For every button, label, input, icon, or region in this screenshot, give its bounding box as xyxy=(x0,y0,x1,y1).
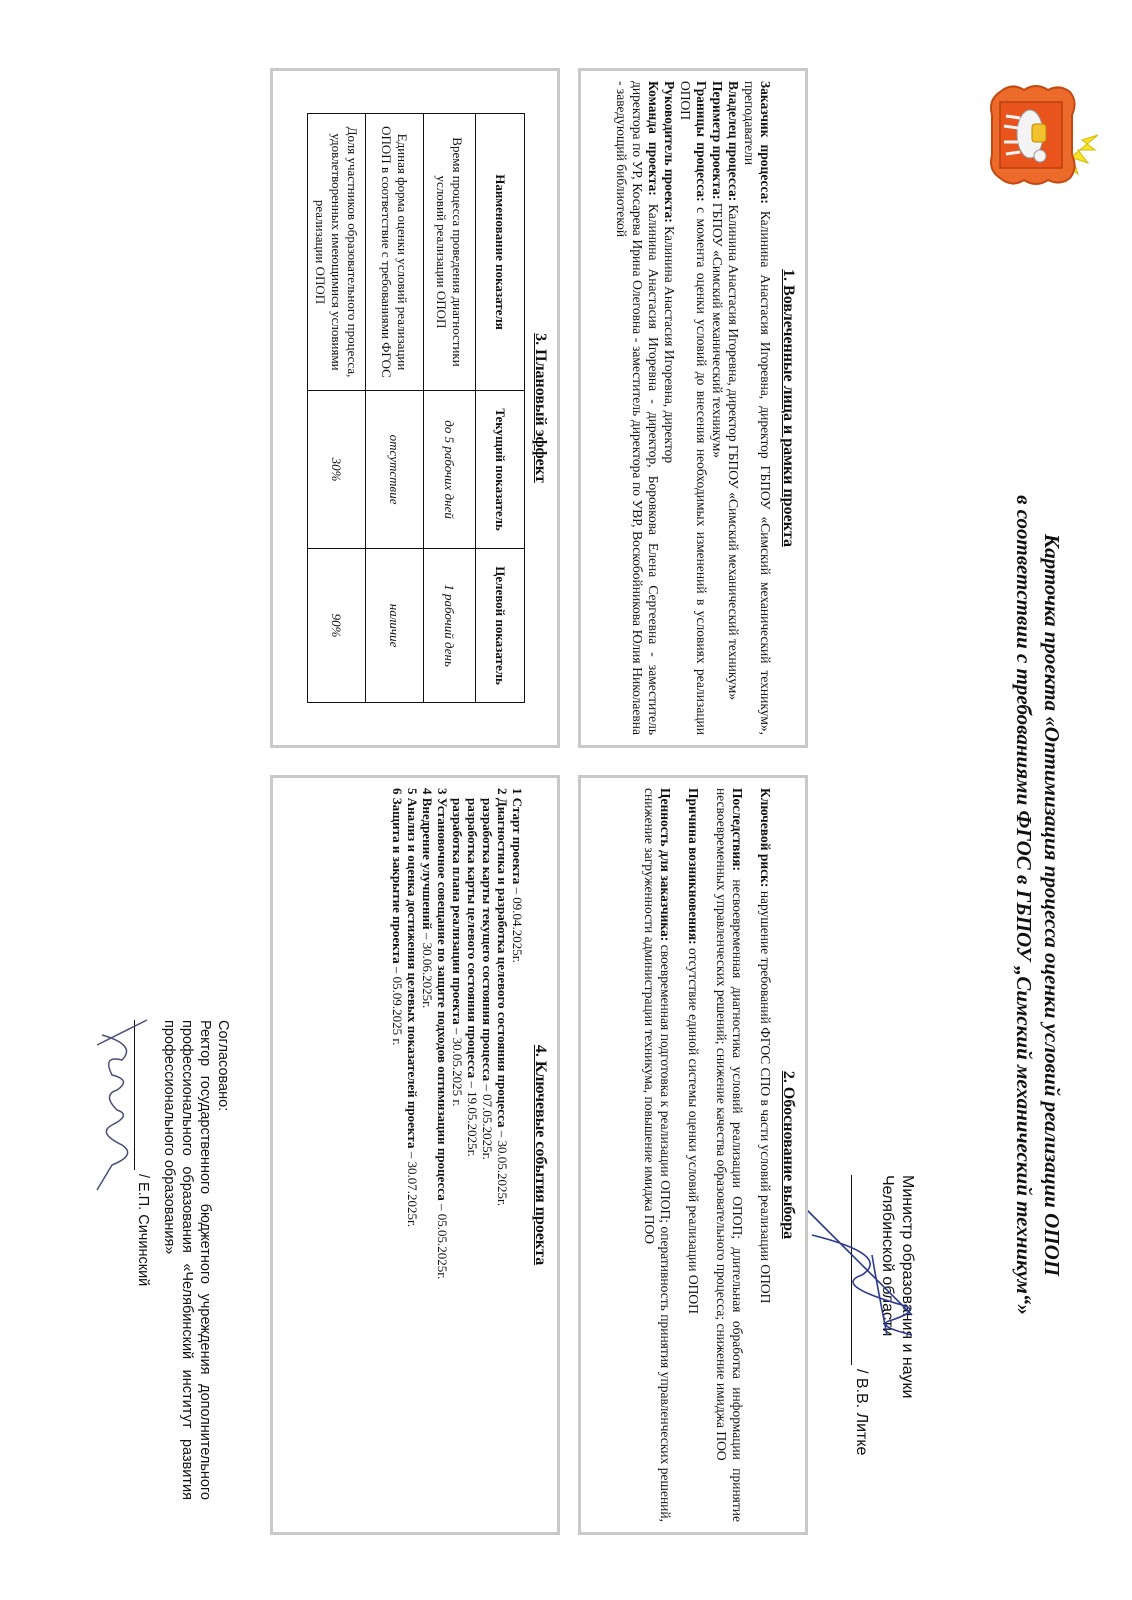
event-number: 3 xyxy=(435,788,450,795)
event-subitem xyxy=(465,788,480,1522)
item-text: отсутствие единой системы оценки условий реализации ОПОП xyxy=(686,944,701,1314)
column-header: Наименование показателя xyxy=(476,114,525,391)
item-text: Калинина Анастасия Игоревна, директор ГБПОУ «Симский механический техникум» xyxy=(726,201,741,701)
table-header-row xyxy=(476,114,525,703)
event-item xyxy=(495,788,510,1522)
section1-item xyxy=(677,81,709,735)
event-label: Старт проекта xyxy=(510,797,525,885)
item-label: Границы процесса: xyxy=(694,81,709,202)
effect-table xyxy=(307,113,525,703)
event-label: разработка карты целевого состояния процесса xyxy=(465,798,480,1079)
item-label: Заказчик процесса: xyxy=(758,81,773,204)
section1-heading: 1. Вовлеченные лица и рамки проекта xyxy=(780,269,797,547)
item-text: Калинина Анастасия Игоревна, директор ГБПОУ «Симский механический техникум», преподаватели xyxy=(742,81,773,735)
item-text: своевременная подготовка к реализации ОПОП; оперативность принятия управленческих решений, снижение загруженности администрации техникума, повышение имиджа ПОО xyxy=(642,788,673,1522)
item-label: Причина возникновения: xyxy=(686,788,701,945)
event-date: – 30.06.2025г. xyxy=(420,929,435,1009)
event-number: 2 xyxy=(495,788,510,795)
item-label: Руководитель проекта: xyxy=(662,81,677,223)
event-date: – 30.05.2025г. xyxy=(495,1127,510,1207)
section-planned-effect xyxy=(270,68,560,748)
item-text: с момента оценки условий до внесения необходимых изменений в условиях реализации ОПОП xyxy=(678,81,709,735)
table-row xyxy=(424,114,476,703)
event-label: Установочное совещание по защите подходов оптимизации процесса xyxy=(435,797,450,1201)
section-justification xyxy=(578,775,808,1535)
section1-item xyxy=(661,81,677,735)
minister-position-1: Министр образования и науки xyxy=(899,1175,916,1399)
item-label: Ключевой риск: xyxy=(758,788,773,888)
item-label: Ценность для заказчика: xyxy=(658,788,673,942)
section2-heading: 2. Обоснование выбора xyxy=(780,1070,797,1240)
title-line-2: в соответствии с требованиями ФГОС в ГБПОУ „Симский механический техникум“» xyxy=(1012,495,1036,1315)
section1-item xyxy=(613,81,661,735)
item-text: Калинина Анастасия Игоревна, директор xyxy=(662,222,677,464)
section3-heading: 3. Плановый эффект xyxy=(532,333,549,483)
signature-line xyxy=(134,1020,135,1170)
event-label: Анализ и оценка достижения целевых показателей проекта xyxy=(405,797,420,1149)
item-label: Периметр проекта: xyxy=(710,81,725,200)
coat-of-arms-icon xyxy=(970,70,1100,200)
current-value: до 5 рабочих дней xyxy=(424,391,476,549)
event-date: – 19.05.2025г. xyxy=(465,1078,480,1157)
minister-position-2: Челябинской области xyxy=(879,1175,896,1337)
section2-item xyxy=(757,788,773,1522)
event-number: 4 xyxy=(420,788,435,795)
event-number: 5 xyxy=(405,788,420,795)
indicator-name: Единая форма оценки условий реализации ОПОП в соответствие с требованиями ФГОС xyxy=(366,114,424,391)
item-label: Последствия: xyxy=(730,788,745,871)
event-number: 6 xyxy=(390,788,405,795)
column-header: Текущий показатель xyxy=(476,391,525,549)
current-value: отсутствие xyxy=(366,391,424,549)
section-involved-persons xyxy=(578,68,808,748)
event-date: – 05.09.2025 г. xyxy=(390,963,405,1046)
indicator-name: Доля участников образовательного процесса, удовлетворенных имеющимися условиями реализации ОПОП xyxy=(308,114,366,391)
document-title xyxy=(1010,330,1066,1480)
item-text: несвоевременная диагностика условий реализации ОПОП; длительная обработка информации принятие несвоевременных управленческих решений; снижение качества образовательного процесса; снижение имиджа ПОО xyxy=(714,788,745,1522)
rector-name: / Е.П. Сичинский xyxy=(135,1174,151,1287)
section1-item xyxy=(725,81,741,735)
event-item xyxy=(510,788,525,1522)
item-text: Калинина Анастасия Игоревна - директор, Боровкова Елена Сергеевна - заместитель директора по УР, Косарева Ирина Олеговна - заместитель директора по УВР, Воскобойникова Юлия Николаевна - заведующий библиотекой xyxy=(614,81,661,735)
indicator-name: Время процесса проведения диагностики условий реализации ОПОП xyxy=(424,114,476,391)
event-item xyxy=(390,788,405,1522)
signature-line xyxy=(851,1175,852,1365)
approval-minister xyxy=(851,1175,917,1505)
event-number: 1 xyxy=(510,788,525,795)
event-date: – 30.05.2025 г. xyxy=(450,1024,465,1107)
event-label: Защита и закрытие проекта xyxy=(390,797,405,964)
column-header: Целевой показатель xyxy=(476,549,525,703)
section1-item xyxy=(709,81,725,735)
table-row xyxy=(366,114,424,703)
event-item xyxy=(405,788,420,1522)
section2-item xyxy=(641,788,673,1522)
current-value: 30% xyxy=(308,391,366,549)
approval-rector xyxy=(134,1020,232,1500)
section1-item xyxy=(741,81,773,735)
section2-item xyxy=(685,788,701,1522)
table-row xyxy=(308,114,366,703)
event-item xyxy=(420,788,435,1522)
event-date: – 30.07.2025г. xyxy=(405,1148,420,1228)
event-label: Диагностика и разработка целевого состояния процесса xyxy=(495,797,510,1128)
event-subitem xyxy=(480,788,495,1522)
approval-caption: Согласовано: xyxy=(215,1020,231,1112)
section-key-events xyxy=(270,775,560,1535)
target-value: наличие xyxy=(366,549,424,703)
section4-heading: 4. Ключевые события проекта xyxy=(532,1044,549,1266)
item-text: ГБПОУ «Симский механический техникум» xyxy=(710,199,725,459)
event-label: разработка карты текущего состояния процесса xyxy=(480,798,495,1082)
event-date: – 07.05.2025г. xyxy=(480,1081,495,1160)
item-label: Владелец процесса: xyxy=(726,81,741,202)
item-label: Команда проекта: xyxy=(646,81,661,196)
target-value: 90% xyxy=(308,549,366,703)
title-line-1: Карточка проекта «Оптимизация процесса оценки условий реализации ОПОП xyxy=(1040,533,1064,1277)
event-label: Внедрение улучшений xyxy=(420,797,435,930)
event-item xyxy=(435,788,450,1522)
target-value: 1 рабочий день xyxy=(424,549,476,703)
minister-name: / В.В. Литке xyxy=(853,1369,870,1456)
approval-text: Ректор государственного бюджетного учреждения дополнительного профессионального образования «Челябинский институт развития профессионального образования» xyxy=(161,1020,213,1500)
item-text: нарушение требований ФГОС СПО в части условий реализации ОПОП xyxy=(758,887,773,1304)
event-date: – 09.04.2025г. xyxy=(510,884,525,963)
event-date: – 05.05.2025г. xyxy=(435,1200,450,1280)
event-subitem xyxy=(450,788,465,1522)
event-label: разработка плана реализации проекта xyxy=(450,798,465,1025)
section2-item xyxy=(713,788,745,1522)
